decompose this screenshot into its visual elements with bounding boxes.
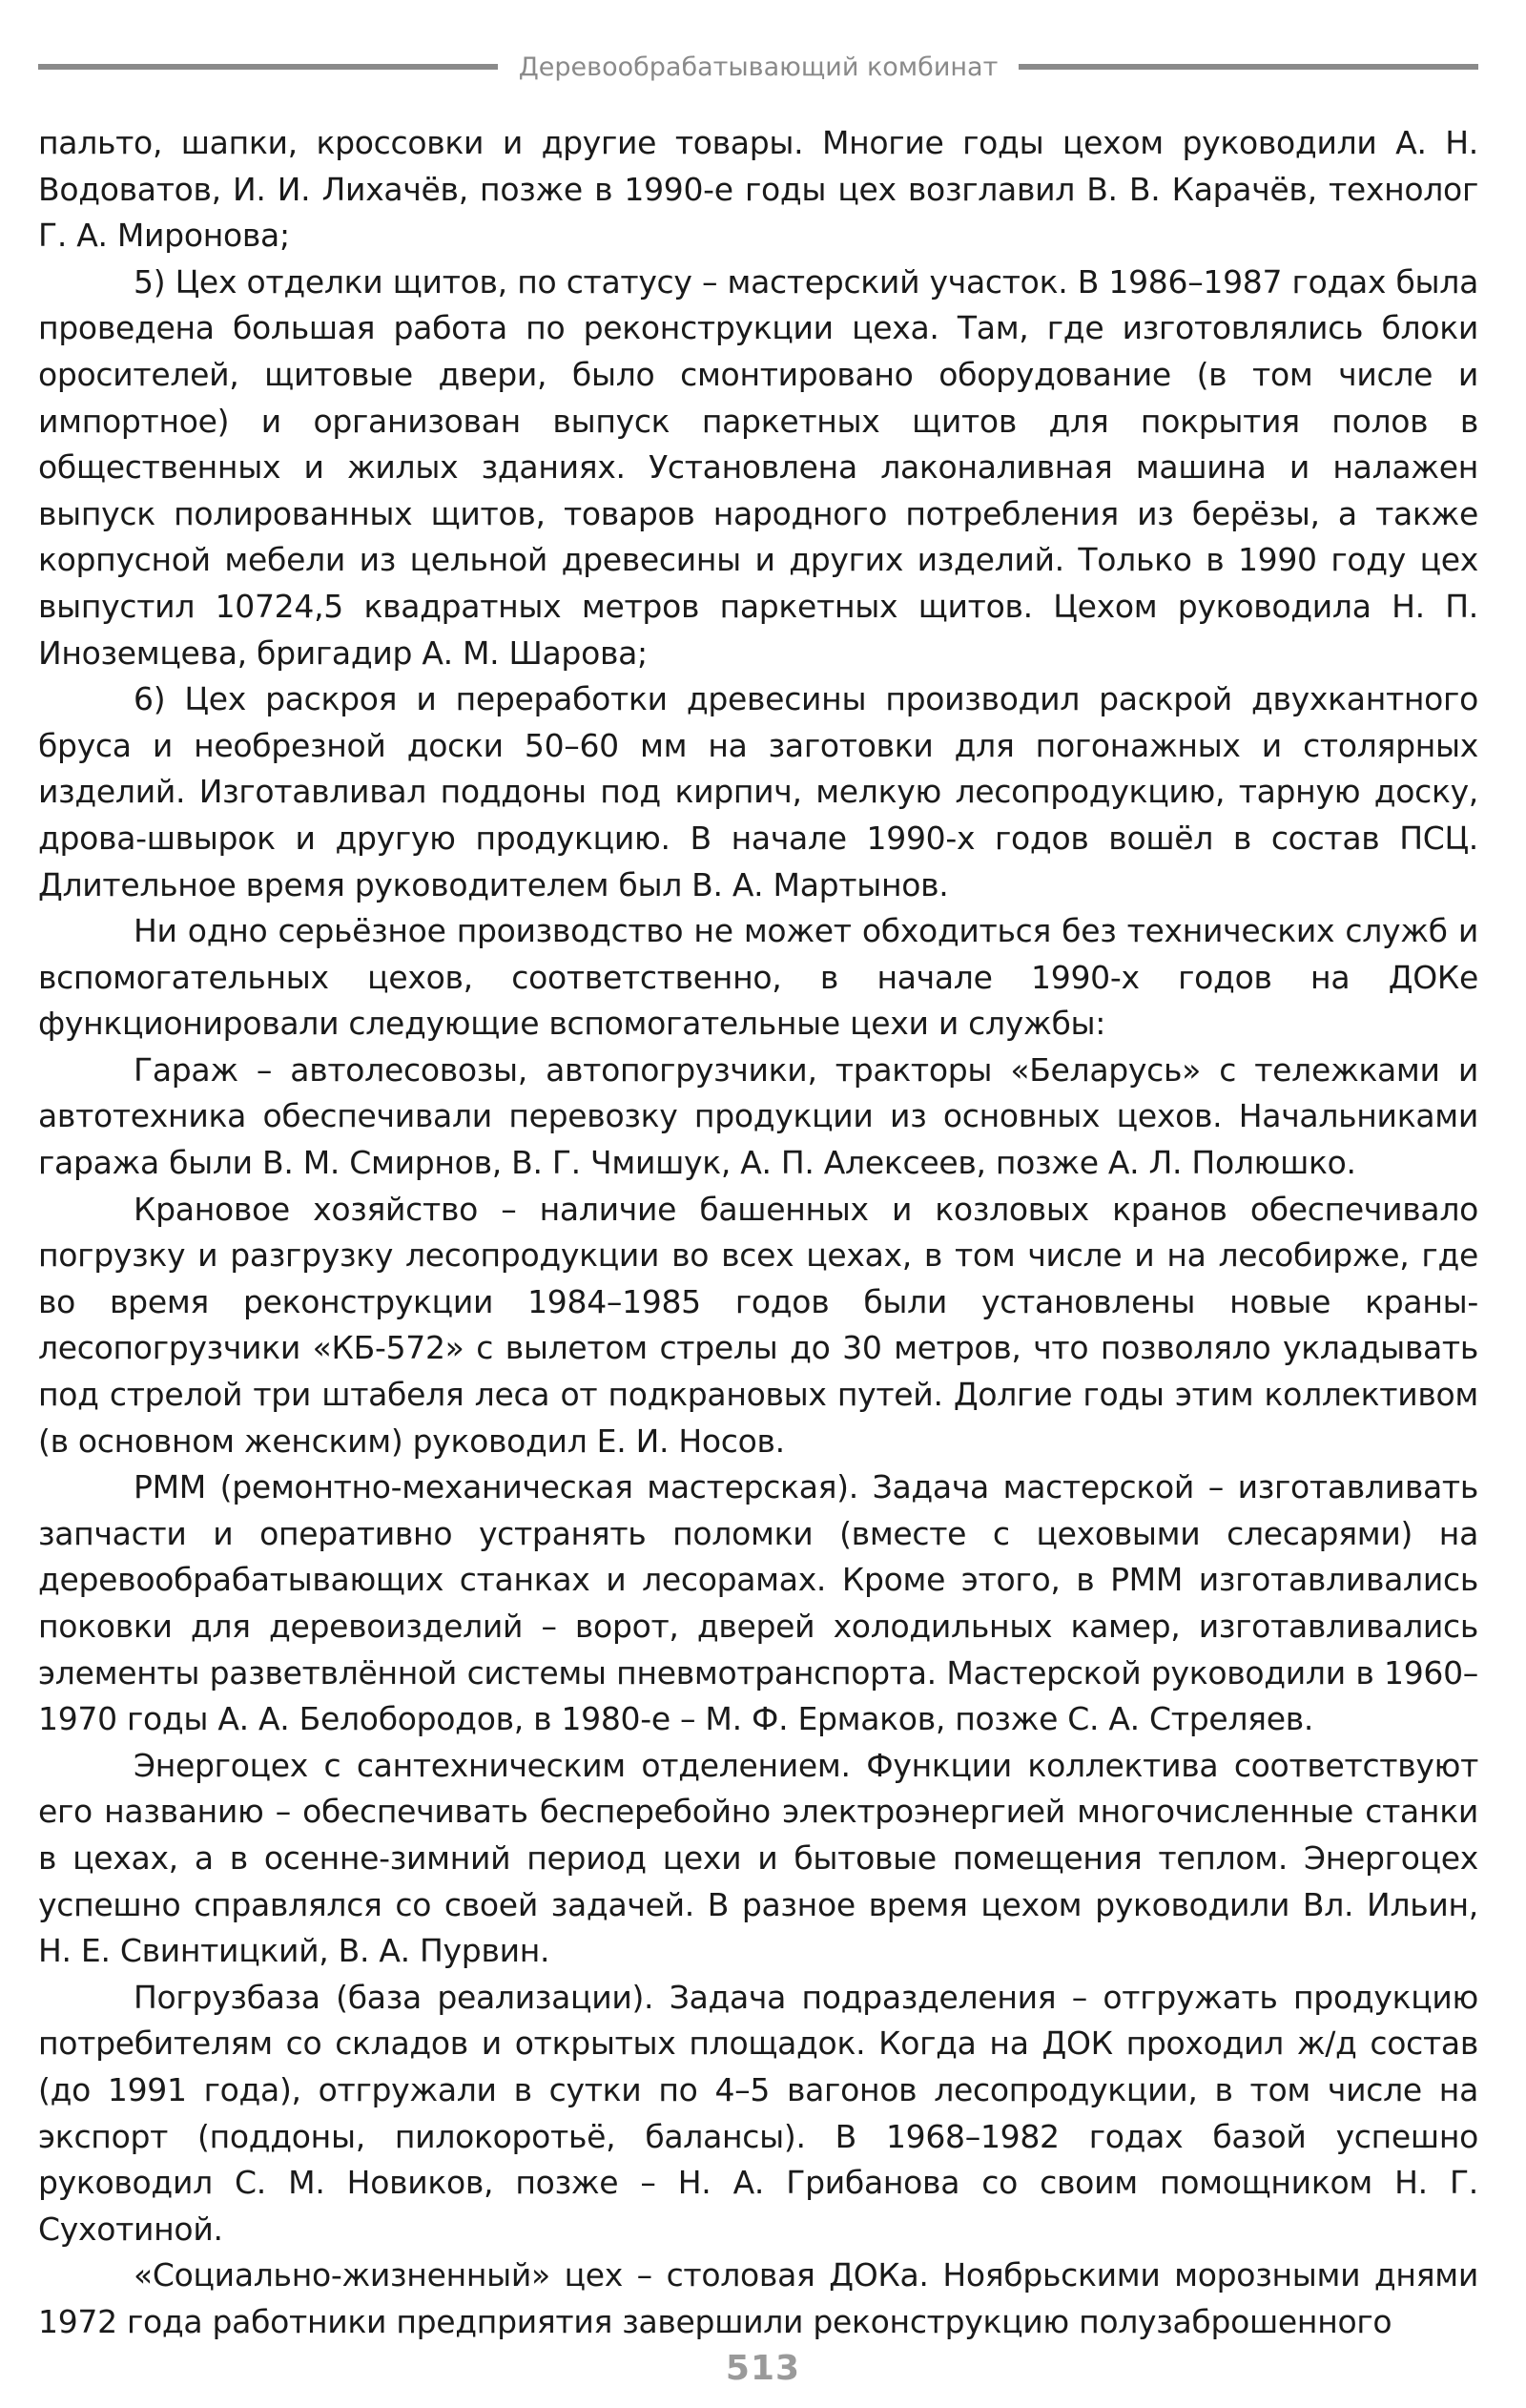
page-number: 513 [725, 2349, 801, 2388]
paragraph-energy-shop: Энергоцех с сантехническим отделением. Функции коллектива соответствуют его названию – обеспечивать бесперебойно электроэнергией многочисленные станки в цехах, а в осенне-зимний период цехи и бытовые помещения теплом. Энергоцех успешно справлялся со своей задачей. В разное время цехом руководили Вл. Ильин, Н. Е. Свинтицкий, В. А. Пурвин. [38, 1746, 1478, 1970]
running-header [38, 48, 1478, 86]
paragraph-loading-base: Погрузбаза (база реализации). Задача подразделения – отгружать продукцию потребителям со складов и открытых площадок. Когда на ДОК проходил ж/д состав (до 1991 года), отгружали в сутки по 4–5 вагонов лесопродукции, в том числе на экспорт (поддоны, пилокоротьё, балансы). В 1968–1982 годах базой успешно руководил С. М. Новиков, позже – Н. А. Грибанова со своим помощником Н. Г. Сухотиной. [38, 1978, 1478, 2248]
paragraph-shop-5: 5) Цех отделки щитов, по статусу – мастерский участок. В 1986–1987 годах была проведена большая работа по реконструкции цеха. Там, где изготовлялись блоки оросителей, щитовые двери, было смонтировано оборудование (в том числе и импортное) и организован выпуск паркетных щитов для покрытия полов в общественных и жилых зданиях. Установлена лаконаливная машина и налажен выпуск полированных щитов, товаров народного потребления из берёзы, а также корпусной мебели из цельной древесины и других изделий. Только в 1990 году цех выпустил 10724,5 квадратных метров паркетных щитов. Цехом руководила Н. П. Иноземцева, бригадир А. М. Шарова; [38, 262, 1478, 672]
running-header-title: Деревообрабатывающий комбинат [518, 52, 999, 82]
paragraph-shop-6: 6) Цех раскроя и переработки древесины производил раскрой двухкантного бруса и необрезной доски 50–60 мм на заготовки для погонажных и столярных изделий. Изготавливал поддоны под кирпич, мелкую лесопродукцию, тарную доску, дрова-швырок и другую продукцию. В начале 1990-х годов вошёл в состав ПСЦ. Длительное время руководителем был В. А. Мартынов. [38, 680, 1478, 903]
body-text [38, 120, 1478, 2343]
paragraph-garage: Гараж – автолесовозы, автопогрузчики, тракторы «Беларусь» с тележками и автотехника обеспечивали перевозку продукции из основных цехов. Начальниками гаража были В. М. Смирнов, В. Г. Чмишук, А. П. Алексеев, позже А. Л. Полюшко. [38, 1050, 1478, 1182]
header-rule-left [38, 64, 498, 70]
header-rule-right [1019, 64, 1478, 70]
paragraph-canteen: «Социально-жизненный» цех – столовая ДОКа. Ноябрьскими морозными днями 1972 года работники предприятия завершили реконструкцию полузаброшенного [38, 2256, 1478, 2340]
paragraph-repair-workshop: РММ (ремонтно-механическая мастерская). Задача мастерской – изготавливать запчасти и оперативно устранять поломки (вместе с цеховыми слесарями) на деревообрабатывающих станках и лесорамах. Кроме этого, в РММ изготавливались поковки для деревоизделий – ворот, дверей холодильных камер, изготавливались элементы разветвлённой системы пневмотранспорта. Мастерской руководили в 1960–1970 годы А. А. Белобородов, в 1980-е – М. Ф. Ермаков, позже С. А. Стреляев. [38, 1468, 1478, 1738]
paragraph-continuation: пальто, шапки, кроссовки и другие товары. Многие годы цехом руководили А. Н. Водоватов, И. И. Лихачёв, позже в 1990-е годы цех возглавил В. В. Карачёв, технолог Г. А. Миронова; [38, 124, 1478, 255]
paragraph-auxiliary-intro: Ни одно серьёзное производство не может обходиться без технических служб и вспомогательных цехов, соответственно, в начале 1990-х годов на ДОКе функционировали следующие вспомогательные цехи и службы: [38, 912, 1478, 1043]
paragraph-crane-facility: Крановое хозяйство – наличие башенных и козловых кранов обеспечивало погрузку и разгрузку лесопродукции во всех цехах, в том числе и на лесобирже, где во время реконструкции 1984–1985 годов были установлены новые краны-лесопогрузчики «КБ-572» с вылетом стрелы до 30 метров, что позволяло укладывать под стрелой три штабеля леса от подкрановых путей. Долгие годы этим коллективом (в основном женским) руководил Е. И. Носов. [38, 1190, 1478, 1460]
